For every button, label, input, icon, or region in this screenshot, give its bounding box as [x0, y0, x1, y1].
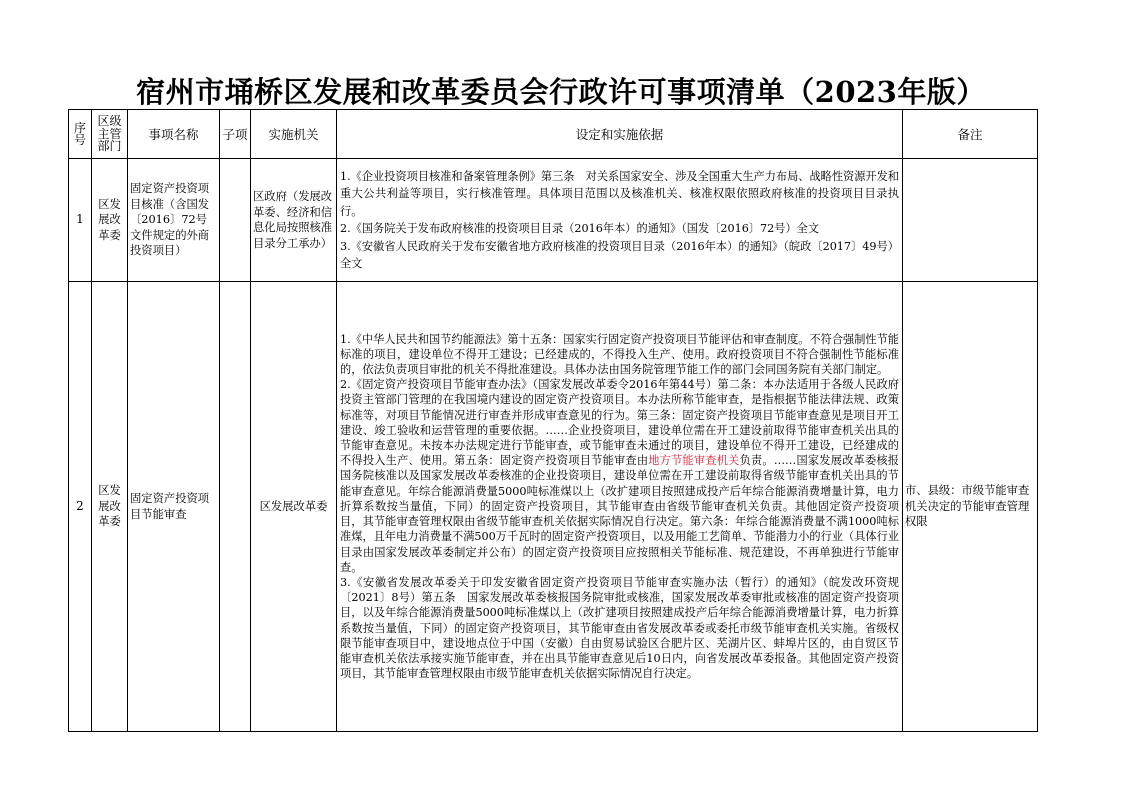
- permit-table: [68, 109, 1038, 732]
- col-header-seq: 序号: [69, 110, 92, 159]
- row-item: 固定资产投资项目节能审查: [128, 282, 220, 732]
- row-seq: 2: [69, 282, 92, 732]
- row-note: 市、县级：市级节能审查机关决定的节能审查管理权限: [903, 282, 1038, 732]
- header-row: [69, 110, 1038, 159]
- row-agency: 区政府（发展改革委、经济和信息化局按照核准目录分工承办）: [251, 159, 337, 282]
- row-dept: 区发展改革委: [92, 282, 128, 732]
- basis-clause: 2.《国务院关于发布政府核准的投资项目目录（2016年本）的通知》（国发〔2016〕72号）全文: [340, 222, 820, 235]
- row-note: [903, 159, 1038, 282]
- col-header-agency: 实施机关: [251, 110, 337, 159]
- table-row: [69, 159, 1038, 282]
- row-item: 固定资产投资项目核准（含国发〔2016〕72号文件规定的外商投资项目）: [128, 159, 220, 282]
- row-basis: [337, 159, 903, 282]
- col-header-dept: 区级主管部门: [92, 110, 128, 159]
- col-header-item: 事项名称: [128, 110, 220, 159]
- basis-clause: [340, 377, 899, 575]
- row-sub: [220, 159, 251, 282]
- page-title: 宿州市埇桥区发展和改革委员会行政许可事项清单（2023年版）: [136, 75, 986, 109]
- row-agency: 区发展改革委: [251, 282, 337, 732]
- basis-clause: 3.《安徽省人民政府关于发布安徽省地方政府核准的投资项目目录（2016年本）的通知》（皖政〔2017〕49号）全文: [340, 239, 899, 270]
- col-header-sub: 子项: [220, 110, 251, 159]
- row-seq: 1: [69, 159, 92, 282]
- basis-clause: 1.《企业投资项目核准和备案管理条例》第三条 对关系国家安全、涉及全国重大生产力布局、战略性资源开发和重大公共利益等项目，实行核准管理。具体项目范围以及核准机关、核准权限依照政府核准的投资项目目录执行。: [340, 169, 899, 218]
- table-row: [69, 282, 1038, 732]
- basis-clause: 3.《安徽省发展改革委关于印发安徽省固定资产投资项目节能审查实施办法（暂行）的通知》（皖发改环资规〔2021〕8号）第五条 国家发展改革委核报国务院审批或核准，国家发展改革委审批或核准的固定资产投资项目，以及年综合能源消费量5000吨标准煤以上（改扩建项目按照建成投产后年综合能源消费增量计算，电力折算系数按当量值，下同）的固定资产投资项目，其节能审查由省发展改革委或委托市级节能审查机关实施。省级权限节能审查项目中，建设地点位于中国（安徽）自由贸易试验区合肥片区、芜湖片区、蚌埠片区的，由自贸区节能审查机关依法承接实施节能审查，并在出具节能审查意见后10日内，向省发展改革委报备。其他固定资产投资项目，其节能审查管理权限由市级节能审查机关依据实际情况自行决定。: [340, 575, 899, 681]
- row-dept: 区发展改革委: [92, 159, 128, 282]
- row-sub: [220, 282, 251, 732]
- col-header-note: 备注: [903, 110, 1038, 159]
- basis-clause: 1.《中华人民共和国节约能源法》第十五条：国家实行固定资产投资项目节能评估和审查制度。不符合强制性节能标准的项目，建设单位不得开工建设；已经建成的，不得投入生产、使用。政府投资项目不符合强制性节能标准的，依法负责项目审批的机关不得批准建设。具体办法由国务院管理节能工作的部门会同国务院有关部门制定。: [340, 332, 899, 377]
- col-header-basis: 设定和实施依据: [337, 110, 903, 159]
- basis-text: 2.《固定资产投资项目节能审查办法》（国家发展改革委令2016年第44号）第二条：本办法适用于各级人民政府投资主管部门管理的在我国境内建设的固定资产投资项目。本办法所称节能审查，是指根据节能法律法规、政策标准等，对项目节能情况进行审查并形成审查意见的行为。第三条：固定资产投资项目节能审查意见是项目开工建设、竣工验收和运营管理的重要依据。……企业投资项目，建设单位需在开工建设前取得节能审查机关出具的节能审查意见。未按本办法规定进行节能审查，或节能审查未通过的项目，建设单位不得开工建设，已经建成的不得投入生产、使用。第五条：固定资产投资项目节能审查由: [340, 378, 899, 468]
- highlighted-text: 地方节能审查机关: [648, 454, 740, 468]
- row-basis: [337, 282, 903, 732]
- basis-text: 负责。……国家发展改革委核报国务院核准以及国家发展改革委核准的企业投资项目，建设单位需在开工建设前取得省级节能审查机关出具的节能审查意见。年综合能源消费量5000吨标准煤以上（改扩建项目按照建成投产后年综合能源消费增量计算，电力折算系数按当量值，下同）的固定资产投资项目，其节能审查由省级节能审查机关负责。其他固定资产投资项目，其节能审查管理权限由省级节能审查机关依据实际情况自行决定。第六条：年综合能源消费量不满1000吨标准煤，且年电力消费量不满500万千瓦时的固定资产投资项目，以及用能工艺简单、节能潜力小的行业（具体行业目录由国家发展改革委制定并公布）的固定资产投资项目应按照相关节能标准、规范建设，不再单独进行节能审查。: [340, 454, 899, 574]
